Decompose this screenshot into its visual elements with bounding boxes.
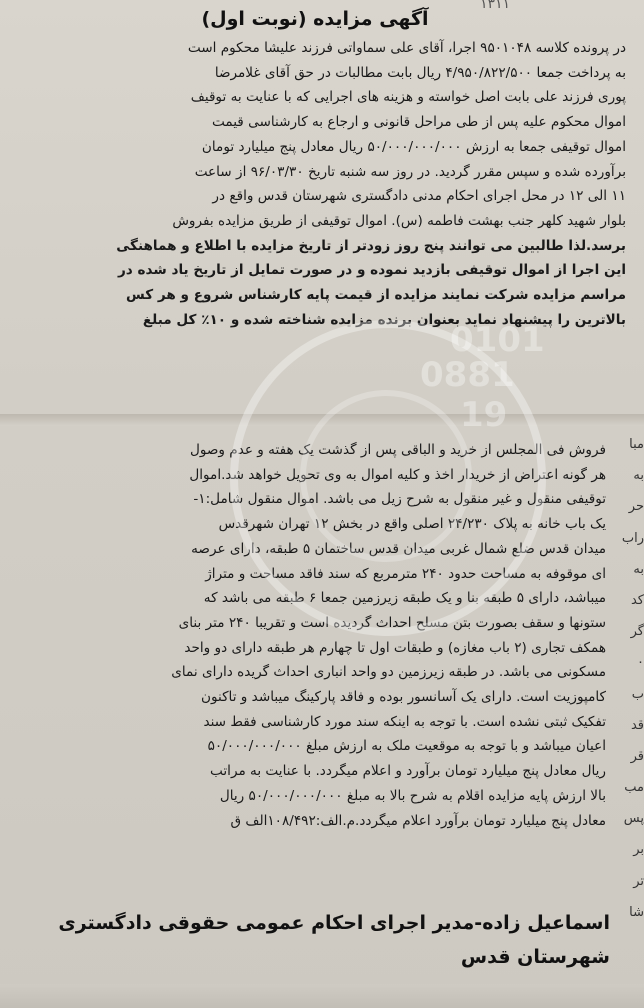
signature-city: شهرستان قدس [460,946,610,968]
fragment-line: گر [630,624,644,640]
text-line: ستونها و سقف بصورت بتن مسلح احداث گردیده است و تقریبا ۲۴۰ متر بنای [178,614,606,631]
text-line: مراسم مزایده شرکت نمایند مزایده از قیمت پایه کارشناس شروع و هر کس [126,287,626,304]
text-line: کامپوزیت است. دارای یک آسانسور بوده و فاقد پارکینگ میباشد و تاکنون [200,689,606,706]
fragment-line: قر [630,748,644,764]
fragment-line: شا [629,904,644,920]
text-line: ای موقوفه به مساحت حدود ۲۴۰ مترمربع که سند فاقد مساحت و متراژ [205,565,606,582]
text-line: بلوار شهید کلهر جنب بهشت فاطمه (س). اموال توقیفی از طریق مزایده بفروش [172,212,626,229]
fragment-line: به [633,468,644,484]
text-line: مسکونی می باشد. در طبقه زیرزمین دو واحد انباری احداث گریده دارای نمای [171,664,606,681]
page-number: ۱۳۱۱ [480,0,511,12]
fragment-line: بر [633,842,644,858]
adjacent-column-fragment [606,426,644,1008]
notice-body-part2 [8,438,606,833]
fragment-line: تر [633,873,644,889]
text-line: یک باب خانه به پلاک ۲۴/۲۳۰ اصلی واقع در بخش ۱۲ تهران شهرقدس [218,516,606,533]
fragment-line: مب [624,780,644,796]
text-line: هر گونه اعتراض از خریدار اخذ و کلیه اموال به وی تحویل خواهد شد.اموال [189,466,606,483]
watermark-text: 0881 [420,355,515,395]
text-line: بالا ارزش پایه مزایده اقلام به شرح بالا به مبلغ ۵۰/۰۰۰/۰۰۰/۰۰۰ ریال [219,787,606,804]
fragment-line: به [633,561,644,577]
text-line: ۱۱ الی ۱۲ در محل اجرای احکام مدنی دادگستری شهرستان قدس واقع در [212,188,626,205]
text-line: برسد.لذا طالبین می توانند پنج روز زودتر از تاریخ مزایده با اطلاع و هماهنگی [116,237,626,254]
signature-title: اسماعیل زاده-مدیر اجرای احکام عمومی حقوقی دادگستری [58,912,610,934]
text-line: برآورده شده و سپس مقرر گردید. در روز سه شنبه تاریخ ۹۶/۰۳/۳۰ از ساعت [194,163,626,180]
text-line: میدان قدس ضلع شمال غربی میدان قدس ساختمان ۵ طبقه، دارای عرصه [191,540,606,557]
column-separator [0,414,644,426]
notice-body-part1 [14,36,626,332]
page-bottom-edge [0,984,644,1008]
text-line: ریال معادل پنج میلیارد تومان برآورد و اعلام میگردد. با عنایت به مراتب [210,763,606,780]
fragment-line: قد [630,717,644,733]
text-line: توقیفی منقول و غیر منقول به شرح زیل می باشد. اموال منقول شامل:۱- [193,491,606,508]
text-line: اموال محکوم علیه پس از طی مراحل قانونی و ارجاع به کارشناسی قیمت [212,114,626,131]
fragment-line: مبا [629,437,644,452]
text-line: اعیان میباشد و با توجه به موقعیت ملک به ارزش مبلغ ۵۰/۰۰۰/۰۰۰/۰۰۰ [207,738,606,755]
text-line: به پرداخت جمعا ۴/۹۵۰/۸۲۲/۵۰۰ ریال بابت مطالبات در حق آقای غلامرضا [214,64,626,81]
fragment-line: پس [623,811,644,827]
text-line: بالاترین را پیشنهاد نماید بعنوان برنده مزایده شناخته شده و ۱۰٪ کل مبلغ [142,311,626,328]
text-line: در پرونده کلاسه ۹۵۰۱۰۴۸ اجرا، آقای علی سماواتی فرزند علیشا محکوم است [187,40,626,56]
fragment-line: ب [631,686,644,702]
text-line: معادل پنج میلیارد تومان برآورد اعلام میگردد.م.الف:۱۰۸/۴۹۲الف ق [230,812,606,829]
notice-title: آگهی مزایده (نوبت اول) [201,8,429,30]
text-line: پوری فرزند علی بابت اصل خواسته و هزینه های اجرایی که با عنایت به توقیف [190,89,626,106]
fragment-line: راب [621,530,644,546]
text-line: فروش فی المجلس از خرید و الباقی پس از گذشت یک هفته و عدم وصول [189,442,606,458]
text-line: تفکیک ثبتی نشده است. با توجه به اینکه سند مورد کارشناسی فقط سند [203,713,606,730]
fragment-line: کد [630,592,644,608]
fragment-line: حر [628,499,644,515]
fragment-line: ۰ [637,655,644,671]
watermark-text: 19 [460,395,508,435]
text-line: اموال توقیفی جمعا به ارزش ۵۰/۰۰۰/۰۰۰/۰۰۰ ریال معادل پنج میلیارد تومان [201,138,626,155]
watermark-text: 0101 [450,320,545,360]
text-line: این اجرا از اموال توقیفی بازدید نموده و در صورت تمایل از تاریخ یاد شده در [117,262,626,279]
text-line: میباشد، دارای ۵ طبقه بنا و یک طبقه زیرزمین جمعا ۶ طبقه می باشد که [203,590,606,607]
text-line: همکف تجاری (۲ باب مغازه) و طبقات اول تا چهارم هر طبقه دارای دو واحد [184,639,606,656]
